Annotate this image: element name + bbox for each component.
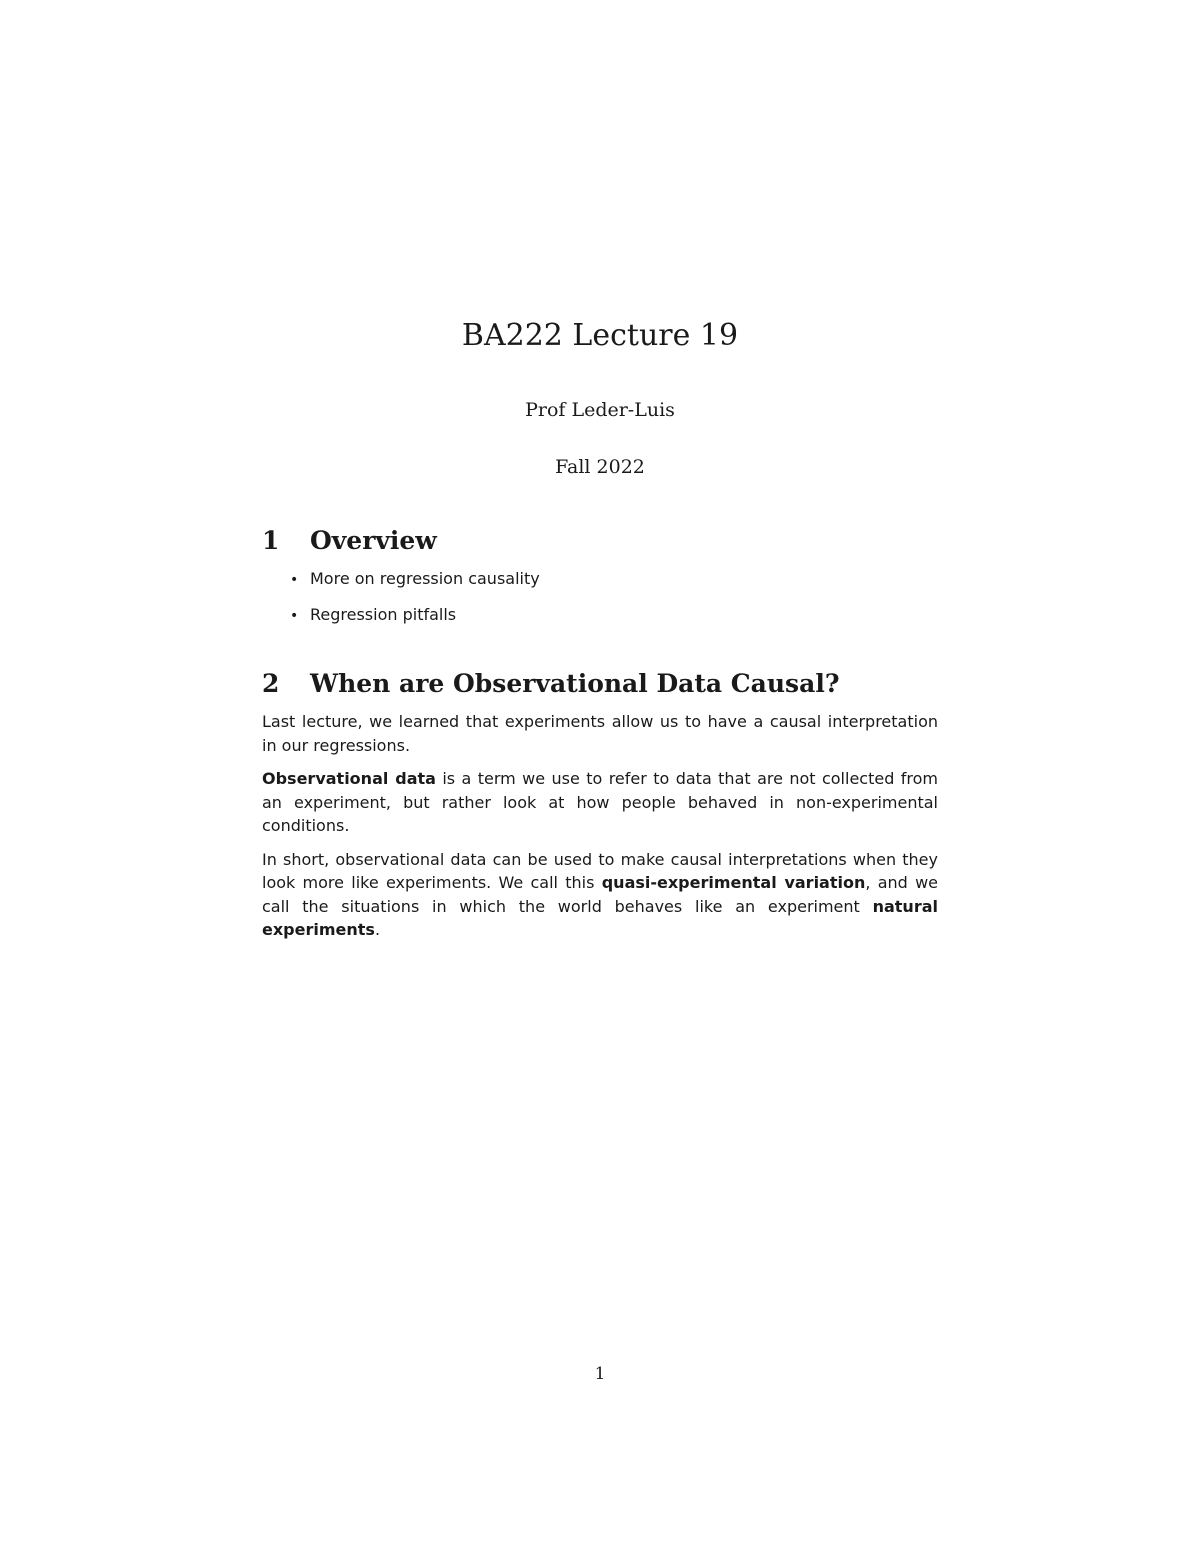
paragraph-text: . (374, 920, 381, 939)
section-heading (262, 666, 938, 702)
paragraph-text: In short, observational data can be used to make causal interpretations when they look more like experiments. We call this (262, 849, 938, 892)
section-observational-data (262, 666, 938, 952)
bullet-icon: • (290, 572, 299, 588)
section-number: 2 (262, 669, 280, 698)
bold-term: Observational data (262, 769, 436, 788)
bold-term: natural experiments (262, 896, 938, 939)
bold-term: quasi-experimental variation (601, 873, 866, 892)
section-title: Overview (310, 526, 437, 555)
section-number: 1 (262, 526, 280, 555)
paragraph (262, 848, 938, 942)
list-item (290, 603, 938, 628)
paragraph-text: is a term we use to refer to data that are not collected from an experiment, but rather look at how people behaved in non-experimental conditions. (262, 769, 938, 835)
document-title: BA222 Lecture 19 (461, 318, 739, 353)
page-number: 1 (594, 1364, 606, 1384)
list-item (290, 567, 938, 592)
document-author: Prof Leder-Luis (525, 399, 675, 421)
bullet-list (262, 567, 938, 628)
document-date: Fall 2022 (555, 456, 645, 478)
bullet-icon: • (290, 608, 299, 624)
paragraph (262, 767, 938, 838)
list-item-text: More on regression causality (310, 569, 540, 588)
paragraph-text: , and we call the situations in which the world behaves like an experiment (262, 873, 939, 916)
paragraph: Last lecture, we learned that experiments allow us to have a causal interpretation in our regressions. (262, 712, 938, 755)
list-item-text: Regression pitfalls (310, 605, 457, 624)
section-heading (262, 523, 938, 559)
section-title: When are Observational Data Causal? (310, 669, 840, 698)
section-overview (262, 523, 938, 639)
